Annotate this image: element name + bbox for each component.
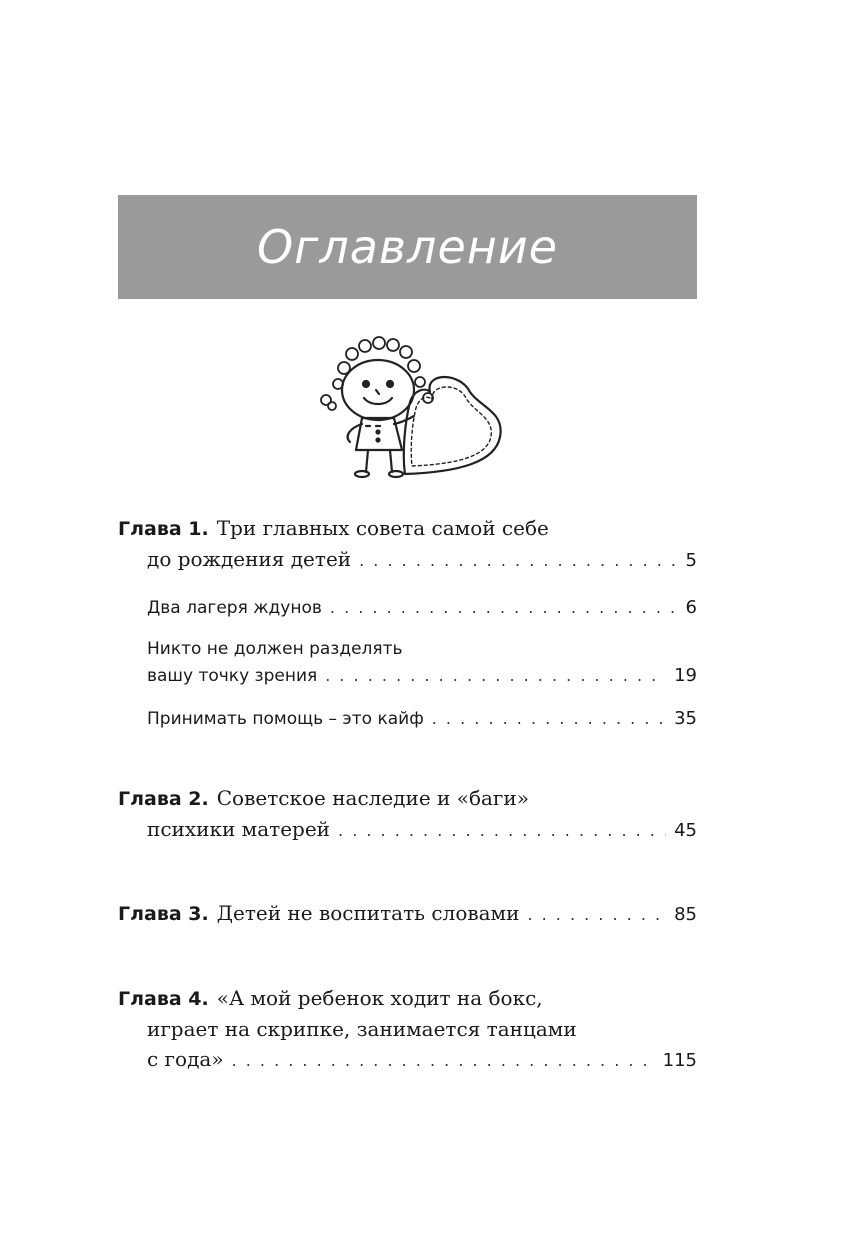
- chapter-3-line: [118, 898, 697, 930]
- chapter-3-label: Глава 3.: [118, 903, 209, 925]
- chapter-4-title-line-1: «А мой ребенок ходит на бокс,: [216, 986, 543, 1010]
- dot-leader: [232, 1046, 655, 1076]
- section-1-2-title-line-1: Никто не должен разделять: [147, 639, 403, 659]
- chapter-2-title-line-1: Советское наследие и «баги»: [216, 786, 529, 810]
- chapter-1-page: 5: [685, 550, 697, 571]
- chapter-1-label: Глава 1.: [118, 518, 209, 540]
- chapter-1-title-line-2: до рождения детей: [147, 547, 352, 571]
- chapter-2-label: Глава 2.: [118, 788, 209, 810]
- dot-leader: [432, 704, 666, 734]
- chapter-2-page: 45: [674, 820, 697, 841]
- section-1-2-page: 19: [674, 665, 697, 686]
- section-1-3-page: 35: [674, 708, 697, 729]
- page-title: Оглавление: [256, 220, 559, 274]
- section-1-1-line: [118, 593, 697, 623]
- chapter-2-last-line: [118, 814, 697, 846]
- section-1-1-page: 6: [685, 597, 697, 618]
- chapter-1-last-line: [118, 544, 697, 576]
- chapter-4-label: Глава 4.: [118, 988, 209, 1010]
- section-1-3-title: Принимать помощь – это кайф: [147, 709, 424, 729]
- title-banner: [118, 195, 697, 299]
- chapter-4-heading: [118, 983, 697, 1014]
- toc-chapter-1[interactable]: [118, 513, 697, 576]
- chapter-4-title-line-3: с года»: [147, 1047, 224, 1071]
- toc-chapter-4[interactable]: [118, 983, 697, 1076]
- toc-section-1-2[interactable]: [118, 634, 697, 691]
- section-1-2-title-line-2: вашу точку зрения: [147, 666, 318, 686]
- girl-with-heart-icon: [310, 332, 510, 482]
- dot-leader: [338, 816, 666, 846]
- chapter-4-title-line-2: играет на скрипке, занимается танцами: [147, 1017, 577, 1041]
- chapter-3-page: 85: [674, 904, 697, 925]
- dot-leader: [325, 661, 666, 691]
- section-1-2-last-line: [118, 661, 697, 691]
- chapter-4-page: 115: [662, 1050, 697, 1071]
- dot-leader: [330, 593, 678, 623]
- section-1-3-line: [118, 704, 697, 734]
- chapter-1-heading: [118, 513, 697, 544]
- chapter-2-title-line-2: психики матерей: [147, 817, 331, 841]
- dot-leader: [359, 546, 677, 576]
- toc-section-1-1[interactable]: [118, 593, 697, 623]
- toc-section-1-3[interactable]: [118, 704, 697, 734]
- chapter-4-last-line: [118, 1044, 697, 1076]
- dot-leader: [527, 900, 666, 930]
- toc-chapter-3[interactable]: [118, 898, 697, 930]
- chapter-1-title-line-1: Три главных совета самой себе: [216, 516, 549, 540]
- chapter-2-heading: [118, 783, 697, 814]
- toc-chapter-2[interactable]: [118, 783, 697, 846]
- chapter-3-title: Детей не воспитать словами: [216, 901, 520, 925]
- section-1-1-title: Два лагеря ждунов: [147, 598, 322, 618]
